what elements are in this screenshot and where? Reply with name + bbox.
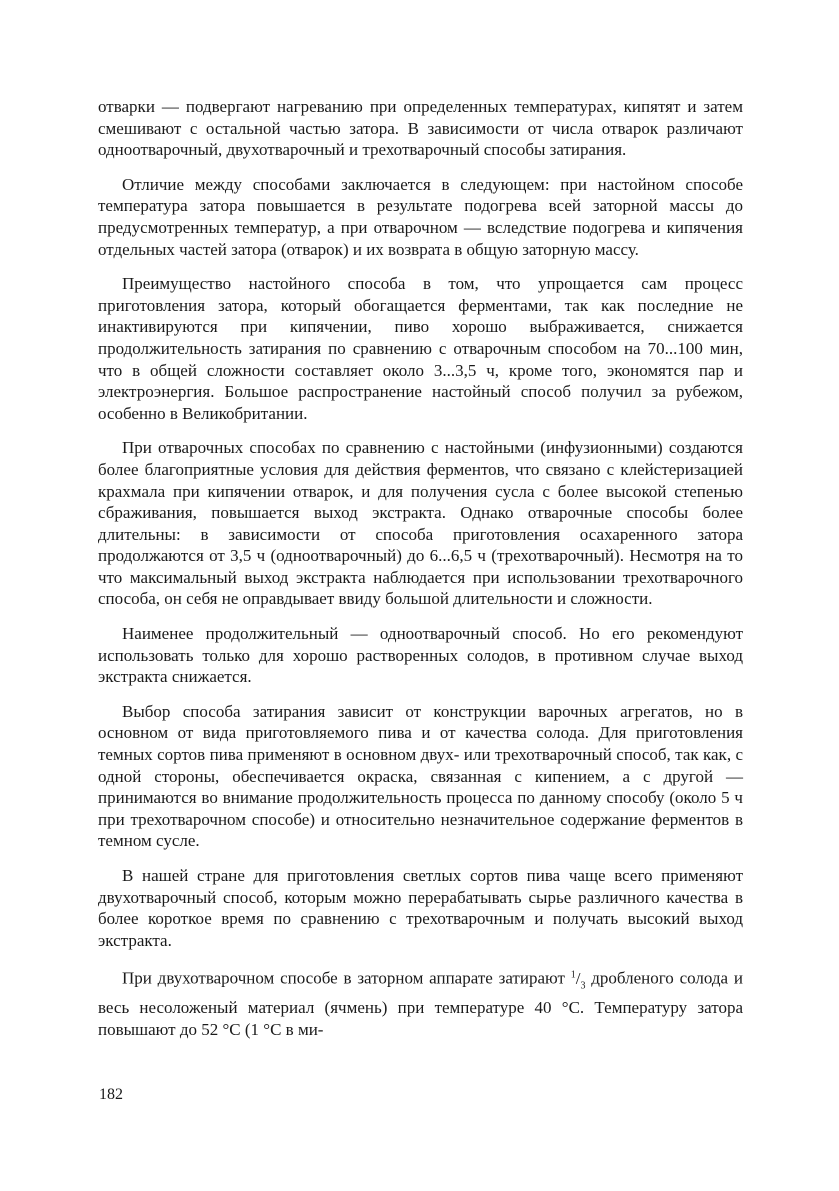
paragraph-8-end: дробленого солода и весь несоложеный материал (ячмень) при температуре 40 °С. Температуру затора повышают до 52 °С (1 °С в ми- bbox=[98, 969, 743, 1039]
paragraph-5: Наименее продолжительный — одноотварочный способ. Но его рекомендуют использовать только для хорошо растворенных солодов, в противном случае выход экстракта снижается. bbox=[98, 624, 743, 687]
fraction-denominator: 3 bbox=[580, 980, 586, 992]
paragraph-3: Преимущество настойного способа в том, что упрощается сам процесс приготовления затора, который обогащается ферментами, так как последние не инактивируются при кипячении, пиво хорошо выбраживается, снижается продолжительность затирания по сравнению с отварочным способом на 70...100 мин, что в общей сложности составляет около 3...3,5 ч, кроме того, экономятся пар и электроэнергия. Большое распространение настойный способ получил за рубежом, особенно в Великобритании. bbox=[98, 274, 743, 423]
paragraph-2: Отличие между способами заключается в следующем: при настойном способе температура затора повышается в результате подогрева всей заторной массы до предусмотренных температур, а при отварочном — вследствие подогрева и кипячения отдельных частей затора (отварок) и их возврата в общую заторную массу. bbox=[98, 174, 743, 259]
paragraph-8-start: При двухотварочном способе в заторном аппарате затирают bbox=[122, 969, 571, 989]
fraction-one-third: $^1/_3$ bbox=[570, 969, 586, 992]
paragraph-7: В нашей стране для приготовления светлых сортов пива чаще всего применяют двухотварочный способ, которым можно перерабатывать сырье различного качества в более короткое время по сравнению с трехотварочным и получать высокий выход экстракта. bbox=[98, 866, 743, 950]
page-body bbox=[98, 96, 743, 1053]
paragraph-6: Выбор способа затирания зависит от конструкции варочных агрегатов, но в основном от вида приготовляемого пива и от качества солода. Для приготовления темных сортов пива применяют в основном двух- или трехотварочный способ, так как, с одной стороны, обеспечивается окраска, связанная с кипением, а с другой — принимаются во внимание продолжительность процесса по данному способу (около 5 ч при трехотварочном способе) и относительно незначительное содержание ферментов в темном сусле. bbox=[98, 701, 743, 851]
page-number: 182 bbox=[99, 1086, 123, 1103]
fraction-numerator: 1 bbox=[570, 969, 576, 981]
paragraph-4: При отварочных способах по сравнению с настойными (инфузионными) создаются более благоприятные условия для действия ферментов, что связано с клейстеризацией крахмала при кипячении отварок, и для получения сусла с более высокой степенью сбраживания, повышается выход экстракта. Однако отварочные способы более длительны: в зависимости от способа приготовления осахаренного затора продолжаются от 3,5 ч (одноотварочный) до 6...6,5 ч (трехотварочный). Несмотря на то что максимальный выход экстракта наблюдается при использовании трехотварочного способа, он себя не оправдывает ввиду большой длительности и сложности. bbox=[98, 438, 743, 609]
paragraph-1: отварки — подвергают нагреванию при определенных температурах, кипятят и затем смешивают с остальной частью затора. В зависимости от числа отварок различают одноотварочный, двухотварочный и трехотварочный способы затирания. bbox=[98, 97, 743, 160]
paragraph-8 bbox=[98, 964, 743, 1040]
